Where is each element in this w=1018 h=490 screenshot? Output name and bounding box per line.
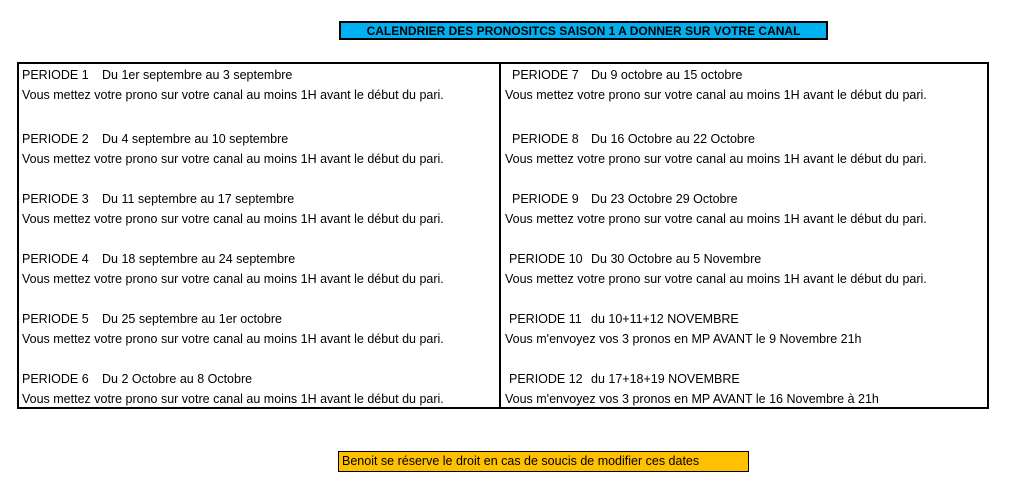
period-instruction: Vous mettez votre prono sur votre canal au moins 1H avant le début du pari. <box>22 332 444 346</box>
period-instruction: Vous m'envoyez vos 3 pronos en MP AVANT le 16 Novembre à 21h <box>505 392 879 406</box>
period-entry <box>22 129 502 169</box>
period-dates: Du 4 septembre au 10 septembre <box>102 132 289 146</box>
period-entry <box>22 249 502 289</box>
period-dates: du 17+18+19 NOVEMBRE <box>591 372 740 386</box>
period-entry <box>22 65 502 105</box>
period-label: PERIODE 5 <box>22 312 89 326</box>
period-dates: Du 9 octobre au 15 octobre <box>591 68 743 82</box>
period-entry <box>22 189 502 229</box>
period-instruction: Vous mettez votre prono sur votre canal au moins 1H avant le début du pari. <box>22 212 444 226</box>
period-entry <box>505 189 985 229</box>
period-instruction: Vous mettez votre prono sur votre canal au moins 1H avant le début du pari. <box>505 88 927 102</box>
period-entry <box>505 65 985 105</box>
periods-table <box>17 62 989 409</box>
period-dates: Du 25 septembre au 1er octobre <box>102 312 282 326</box>
disclaimer-note: Benoit se réserve le droit en cas de soucis de modifier ces dates <box>338 451 749 472</box>
period-instruction: Vous mettez votre prono sur votre canal au moins 1H avant le début du pari. <box>22 152 444 166</box>
period-instruction: Vous mettez votre prono sur votre canal au moins 1H avant le début du pari. <box>22 272 444 286</box>
column-divider <box>499 64 501 407</box>
period-dates: du 10+11+12 NOVEMBRE <box>591 312 739 326</box>
period-entry <box>505 369 985 409</box>
period-dates: Du 1er septembre au 3 septembre <box>102 68 293 82</box>
period-label: PERIODE 10 <box>509 252 583 266</box>
period-instruction: Vous m'envoyez vos 3 pronos en MP AVANT le 9 Novembre 21h <box>505 332 862 346</box>
period-label: PERIODE 1 <box>22 68 89 82</box>
period-entry <box>505 309 985 349</box>
period-entry <box>505 129 985 169</box>
period-label: PERIODE 3 <box>22 192 89 206</box>
period-entry <box>22 309 502 349</box>
period-dates: Du 23 Octobre 29 Octobre <box>591 192 738 206</box>
period-instruction: Vous mettez votre prono sur votre canal au moins 1H avant le début du pari. <box>505 152 927 166</box>
period-instruction: Vous mettez votre prono sur votre canal au moins 1H avant le début du pari. <box>505 212 927 226</box>
period-label: PERIODE 6 <box>22 372 89 386</box>
period-entry <box>22 369 502 409</box>
period-label: PERIODE 12 <box>509 372 583 386</box>
period-dates: Du 11 septembre au 17 septembre <box>102 192 295 206</box>
period-dates: Du 18 septembre au 24 septembre <box>102 252 296 266</box>
period-label: PERIODE 4 <box>22 252 89 266</box>
period-label: PERIODE 9 <box>512 192 579 206</box>
period-label: PERIODE 11 <box>509 312 582 326</box>
calendar-title: CALENDRIER DES PRONOSITCS SAISON 1 A DONNER SUR VOTRE CANAL <box>339 21 828 40</box>
period-label: PERIODE 2 <box>22 132 89 146</box>
period-label: PERIODE 8 <box>512 132 579 146</box>
period-dates: Du 2 Octobre au 8 Octobre <box>102 372 253 386</box>
period-dates: Du 30 Octobre au 5 Novembre <box>591 252 762 266</box>
period-entry <box>505 249 985 289</box>
period-instruction: Vous mettez votre prono sur votre canal au moins 1H avant le début du pari. <box>22 392 444 406</box>
period-instruction: Vous mettez votre prono sur votre canal au moins 1H avant le début du pari. <box>22 88 444 102</box>
period-dates: Du 16 Octobre au 22 Octobre <box>591 132 755 146</box>
period-label: PERIODE 7 <box>512 68 579 82</box>
period-instruction: Vous mettez votre prono sur votre canal au moins 1H avant le début du pari. <box>505 272 927 286</box>
